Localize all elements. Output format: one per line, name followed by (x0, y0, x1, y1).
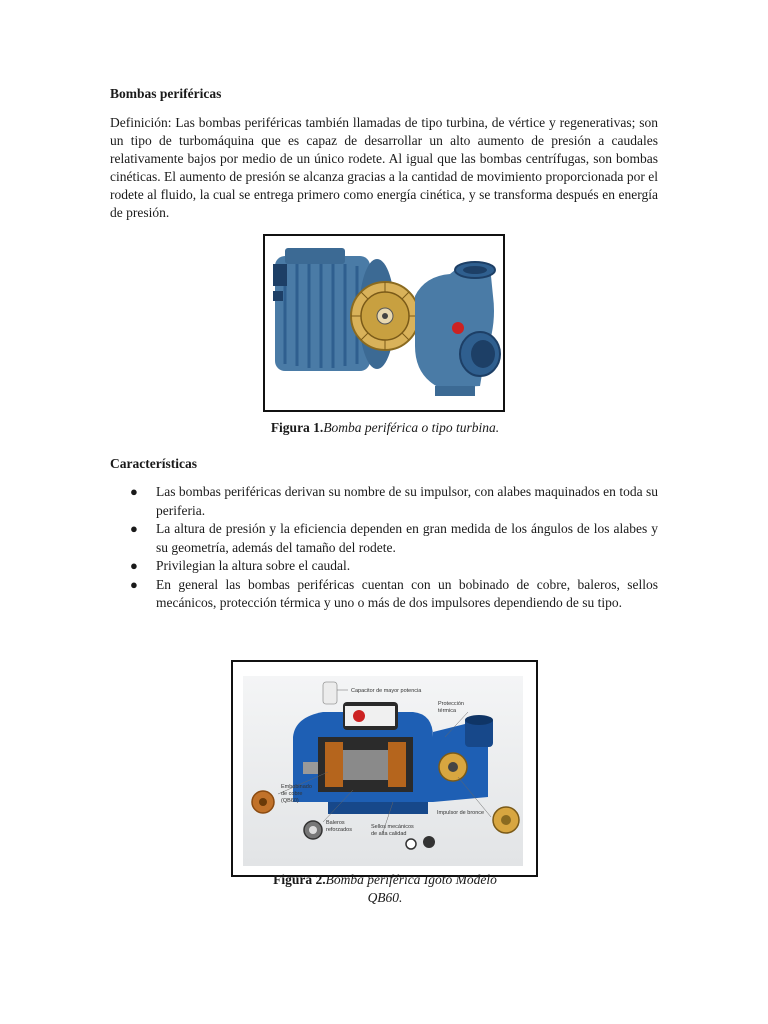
label-sellos-1: Sellos mecánicos (371, 824, 414, 830)
bullet-icon: ● (130, 576, 138, 592)
section-title-bombas: Bombas periféricas (110, 86, 222, 101)
list-item (110, 576, 658, 613)
bullet-icon: ● (130, 484, 138, 499)
definition-paragraph (110, 114, 658, 222)
figure-2-caption-line2: QB60. (367, 890, 403, 905)
figure-2-caption-line1: Bomba periférica Igoto Modelo (325, 872, 497, 887)
definition-label: Definición: (110, 115, 172, 130)
pump-illustration (265, 236, 503, 410)
label-proteccion-1: Protección (438, 701, 464, 707)
figure-2-caption (200, 871, 570, 907)
definition-text: Las bombas periféricas también llamadas de tipo turbina, de vértice y regenerativas; son un tipo de turbomáquina que es capaz de desarrollar un alto aumento de presión a caudales relativamente bajos por medio de un único rodete. Al igual que las bombas centrífugas, son bombas cinéticas. El aumento de presión se alcanza gracias a la cantidad de movimiento proporcionada por el rodete al fluido, la cual se entrega primero como energía cinética, y se transforma después en energía de presión. (110, 115, 658, 220)
label-sellos-2: de alta calidad (371, 831, 407, 837)
list-item (110, 557, 658, 576)
section-title-caracteristicas: Características (110, 456, 197, 471)
label-embobinado-3: (QB60) (281, 798, 299, 804)
list-item (110, 520, 658, 557)
figure-2-label: Figura 2. (273, 872, 326, 887)
pump-cutaway-illustration (233, 662, 536, 875)
list-item-text: En general las bombas periféricas cuentan con un bobinado de cobre, baleros, sellos mecánicos, protección térmica y uno o más de dos impulsores dependiendo de su tipo. (156, 576, 658, 610)
bullet-icon: ● (130, 521, 138, 536)
label-capacitor: Capacitor de mayor potencia (351, 688, 422, 694)
list-item-text: La altura de presión y la eficiencia dependen en gran medida de los ángulos de los alabes y su geometría, además del tamaño del rodete. (156, 521, 658, 555)
figure-1-label: Figura 1. (270, 420, 324, 435)
label-embobinado-2: de cobre (281, 791, 303, 797)
figure-1-caption-text: Bomba periférica o tipo turbina. (323, 420, 500, 435)
figure-1-caption (200, 419, 570, 437)
label-baleros-2: reforzados (326, 827, 352, 833)
label-impulsor: Impulsor de bronce (437, 810, 485, 816)
label-proteccion-2: térmica (438, 708, 457, 714)
label-embobinado-1: Embobinado (281, 784, 312, 790)
list-item-text: Las bombas periféricas derivan su nombre de su impulsor, con alabes maquinados en toda su periferia. (156, 484, 658, 518)
characteristics-list (110, 483, 658, 613)
figure-1-image (263, 234, 505, 412)
label-baleros-1: Baleros (326, 820, 345, 826)
list-item (110, 483, 658, 520)
figure-2-image (231, 660, 538, 877)
bullet-icon: ● (130, 558, 138, 573)
list-item-text: Privilegian la altura sobre el caudal. (156, 558, 351, 573)
